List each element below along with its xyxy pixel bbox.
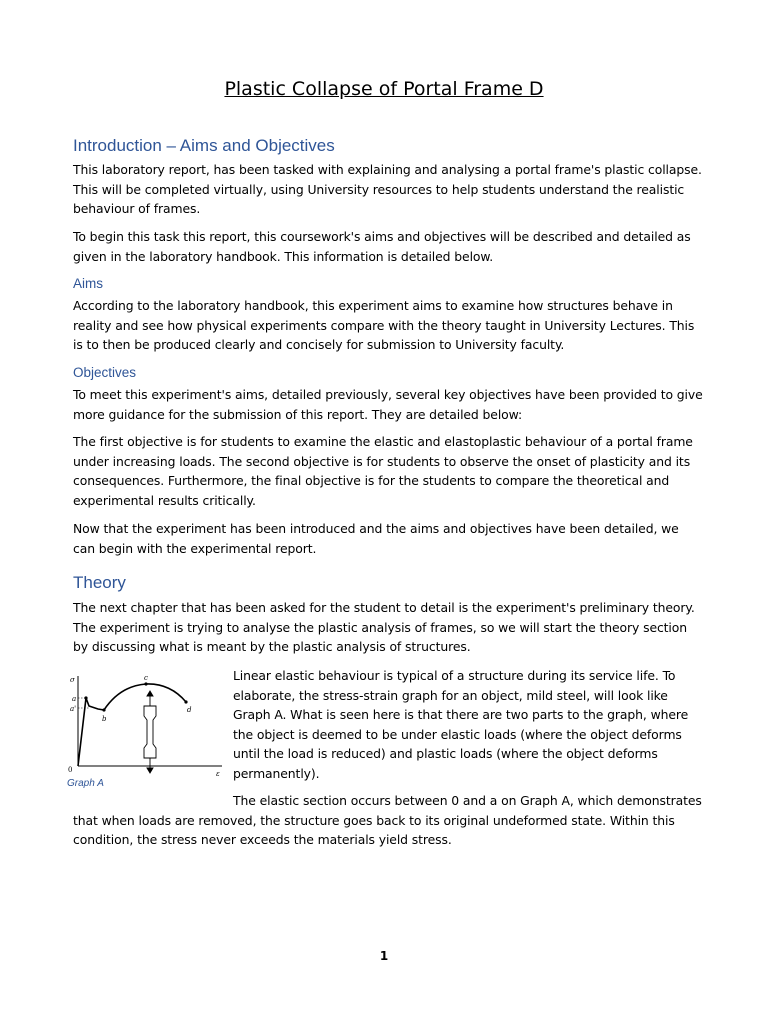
point-a-prime-label: a' bbox=[70, 705, 77, 713]
aims-paragraph: According to the laboratory handbook, this experiment aims to examine how structures behave in reality and see how physical experiments compare with the theory taught in University Lectures. This is to then be produced clearly and concisely for submission to University faculty. bbox=[73, 298, 695, 352]
intro-paragraph-1: This laboratory report, has been tasked with explaining and analysing a portal frame's plastic collapse. This will be completed virtually, using University resources to help students understand the realistic behaviour of frames. bbox=[73, 162, 702, 216]
theory-paragraph-2: Linear elastic behaviour is typical of a structure during its service life. To elaborate, the stress-strain graph for an object, mild steel, will look like Graph A. What is seen here is that there are two parts to the graph, where the object is deemed to be under elastic loads (where the object deforms until the load is reduced) and plastic loads (where the object deforms permanently). bbox=[233, 668, 689, 781]
tensile-specimen-icon bbox=[144, 691, 156, 773]
aims-heading: Aims bbox=[73, 276, 103, 291]
y-axis-label: σ bbox=[70, 676, 75, 684]
objectives-paragraph-1: To meet this experiment's aims, detailed previously, several key objectives have been provided to give more guidance for the submission of this report. They are detailed below: bbox=[73, 387, 703, 422]
theory-paragraph-1: The next chapter that has been asked for the student to detail is the experiment's preliminary theory. The experiment is trying to analyse the plastic analysis of frames, so we will start the theory section by discussing what is meant by the plastic analysis of structures. bbox=[73, 600, 695, 654]
point-d-label: d bbox=[187, 706, 192, 714]
x-axis-label: ε bbox=[216, 770, 220, 778]
origin-label: 0 bbox=[68, 766, 73, 774]
point-b-label: b bbox=[102, 715, 107, 723]
intro-heading: Introduction – Aims and Objectives bbox=[73, 136, 335, 155]
intro-paragraph-2: To begin this task this report, this coursework's aims and objectives will be described and detailed as given in the laboratory handbook. This information is detailed below. bbox=[73, 229, 691, 264]
stress-strain-graph bbox=[62, 668, 228, 794]
objectives-heading: Objectives bbox=[73, 365, 137, 380]
stress-strain-curve bbox=[78, 684, 186, 766]
page-number: 1 bbox=[379, 949, 389, 963]
point-a-label: a bbox=[72, 695, 77, 703]
theory-heading: Theory bbox=[73, 573, 126, 592]
objectives-paragraph-2: The first objective is for students to examine the elastic and elastoplastic behaviour of a portal frame under increasing loads. The second objective is for students to observe the onset of plasticity and its consequences. Furthermore, the final objective is for the students to compare the theoretical and experimental results critically. bbox=[73, 434, 693, 508]
page-title: Plastic Collapse of Portal Frame D bbox=[224, 78, 544, 100]
graph-caption: Graph A bbox=[67, 778, 104, 789]
theory-paragraph-3: The elastic section occurs between 0 and a on Graph A, which demonstrates that when loads are removed, the structure goes back to its original undeformed state. Within this condition, the stress never exceeds the materials yield stress. bbox=[73, 793, 702, 847]
objectives-paragraph-3: Now that the experiment has been introduced and the aims and objectives have been detailed, we can begin with the experimental report. bbox=[73, 521, 679, 556]
point-c-label: c bbox=[144, 674, 148, 682]
